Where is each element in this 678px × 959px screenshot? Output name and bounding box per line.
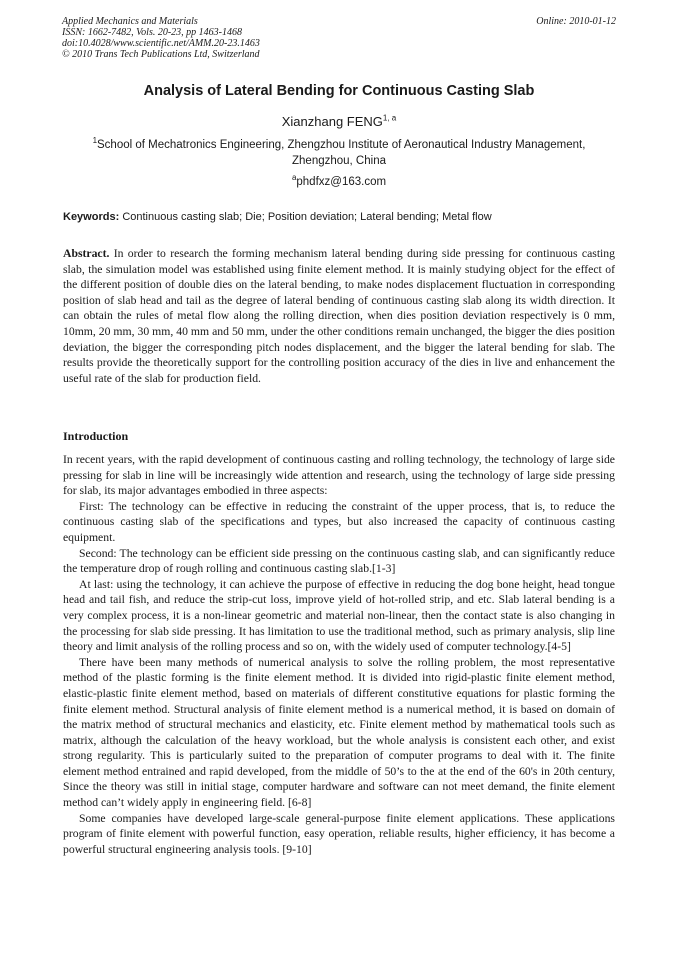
issn-line: ISSN: 1662-7482, Vols. 20-23, pp 1463-1468: [62, 27, 242, 38]
email-superscript: a: [291, 173, 297, 183]
email-address: phdfxz@163.com: [296, 176, 387, 188]
abstract: [63, 246, 615, 386]
copyright-line: © 2010 Trans Tech Publications Ltd, Switzerland: [62, 49, 260, 60]
paper-title: Analysis of Lateral Bending for Continuous Casting Slab: [143, 83, 535, 99]
journal-header: [62, 16, 616, 60]
author-name: Xianzhang FENG: [281, 114, 383, 129]
online-date: Online: 2010-01-12: [536, 16, 616, 27]
abstract-text: In order to research the forming mechanism lateral bending during side pressing for continuous casting slab, the simulation model was established using finite element method. It is mainly studying object for the effect of the different position of double dies on the lateral bending, to make nodes displacement fluctuation in corresponding position of slab head and tail as the degree of lateral bending of continuous casting slab along its width direction. It can obtain the rules of metal flow along the rolling direction, when dies position deviation respectively is 0 mm, 10mm, 20 mm, 30 mm, 40 mm and 50 mm, under the other conditions remain unchanged, the bigger the dies position deviation, the bigger the corresponding pitch nodes displacement, and the bigger the lateral bending for slab. The results provide the theoretically support for the controlling position accuracy of the dies in live and enhancement the useful rate of the slab for production field.: [63, 247, 615, 385]
introduction-body: [63, 452, 615, 857]
affiliation-text: School of Mechatronics Engineering, Zhengzhou Institute of Aeronautical Industry Management, Zhengzhou, China: [97, 139, 586, 167]
abstract-label: Abstract.: [63, 247, 110, 260]
keywords-label: Keywords:: [63, 211, 120, 223]
intro-paragraph: At last: using the technology, it can achieve the purpose of effective in reducing the dog bone height, head tongue head and tail fish, and reduce the strip-cut loss, improve yield of hot-rolled strip, and etc. Slab lateral bending is a very complex process, it is a non-linear geometric and material non-linear, then the contact state is also changing in the processing for slab side pressing. It has limitation to use the traditional method, such as primary analysis, slip line theory and limit analysis of the rolling process and so on, with the widely used of computer technology.[4-5]: [63, 577, 615, 654]
keywords: [63, 210, 617, 225]
email-line: [0, 174, 678, 190]
intro-paragraph: In recent years, with the rapid development of continuous casting and rolling technology, the technology of large side pressing for slab in line will be increasingly wide attention and research, using the technology of large side pressing for slab, its major advantages embodied in three aspects:: [63, 453, 615, 498]
intro-paragraph: Some companies have developed large-scale general-purpose finite element applications. These applications program of finite element with powerful function, easy operation, reliable results, higher efficiency, it has become a powerful structural engineering analysis tools. [9-10]: [63, 811, 615, 856]
affiliation-superscript: 1: [92, 136, 98, 146]
intro-paragraph: Second: The technology can be efficient side pressing on the continuous casting slab, and can significantly reduce the temperature drop of rough rolling and continuous casting slab.[1-3]: [63, 546, 615, 576]
intro-paragraph: First: The technology can be effective in reducing the constraint of the upper process, that is, to reduce the continuous casting slab of the specifications and types, but also increased the capacity of continuous casting equipment.: [63, 499, 615, 544]
affiliation: [62, 137, 616, 169]
section-heading-introduction: Introduction: [63, 429, 129, 443]
author-superscript: 1, a: [382, 113, 397, 123]
keywords-text: Continuous casting slab; Die; Position deviation; Lateral bending; Metal flow: [122, 211, 492, 223]
doi-line: doi:10.4028/www.scientific.net/AMM.20-23.1463: [62, 38, 260, 49]
journal-name: Applied Mechanics and Materials: [62, 16, 198, 27]
intro-paragraph: There have been many methods of numerical analysis to solve the rolling problem, the most representative method of the plastic forming is the finite element method. It is divided into rigid-plastic finite element method, elastic-plastic finite element method, based on materials of different constitutive equations for plastic forming the finite element method. Structural analysis of finite element method is a numerical method, it is based on domain of the matrix method of structural mechanics and elasticity, etc. Finite element method by mathematical tools such as matrix, although the calculation of the heavy workload, but the whole analysis is consistent each other, and exist strong regularity. This is particularly suited to the preparation of computer programs to deal with it. The finite element method entrained and rapid developed, from the middle of 50’s to the at the end of the 60's in 20th century, Since the theory was still in initial stage, computer hardware and software can not meet demand, the finite element method can’t widely apply in engineering field. [6-8]: [63, 655, 615, 810]
author-line: [0, 113, 678, 130]
